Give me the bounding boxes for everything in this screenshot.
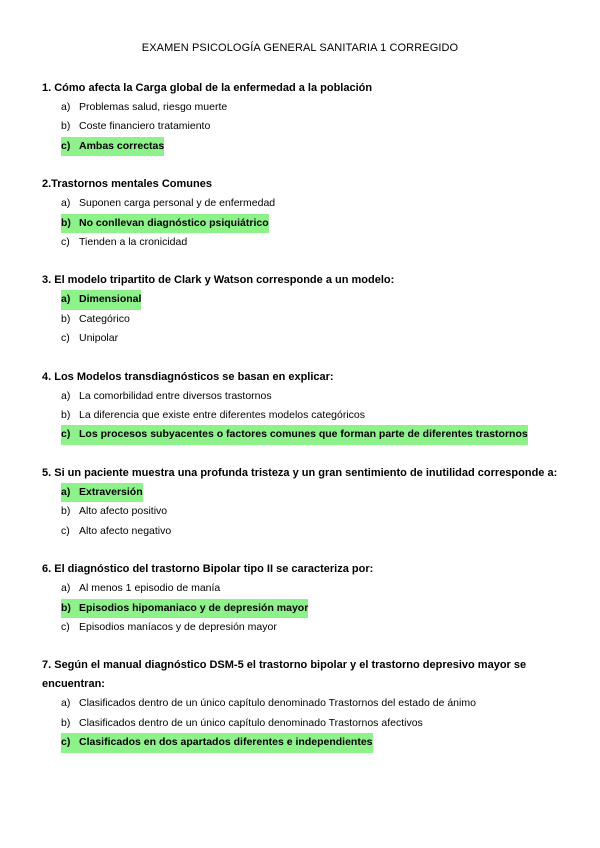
question-list xyxy=(42,79,572,772)
option-text: La comorbilidad entre diversos trastornos xyxy=(79,389,272,402)
option-text: Alto afecto negativo xyxy=(79,524,172,537)
option-list xyxy=(42,194,572,252)
answer-option xyxy=(42,117,572,136)
option-text: Suponen carga personal y de enfermedad xyxy=(79,197,276,210)
option-letter: a) xyxy=(61,197,71,210)
option-text: Ambas correctas xyxy=(79,137,164,156)
option-letter: a) xyxy=(61,101,71,113)
option-letter: c) xyxy=(61,137,79,156)
option-list xyxy=(42,579,572,637)
question-text: 3. El modelo tripartito de Clark y Watson corresponde a un modelo: xyxy=(42,274,395,287)
option-text: Los procesos subyacentes o factores comunes que forman parte de diferentes trastornos xyxy=(79,425,528,444)
answer-option xyxy=(42,522,572,541)
answer-option xyxy=(42,194,572,213)
option-letter: a) xyxy=(61,582,71,595)
option-letter: a) xyxy=(61,697,71,710)
question-6 xyxy=(42,560,572,637)
option-letter: c) xyxy=(61,425,79,444)
option-letter: b) xyxy=(61,214,79,233)
correct-answer-option xyxy=(42,599,572,618)
option-text: Clasificados dentro de un único capítulo denominado Trastornos del estado de ánimo xyxy=(79,697,476,710)
option-text: La diferencia que existe entre diferentes modelos categóricos xyxy=(79,409,366,422)
question-text: 5. Si un paciente muestra una profunda tristeza y un gran sentimiento de inutilidad corresponde a: xyxy=(42,466,558,479)
answer-option xyxy=(42,618,572,637)
option-letter: c) xyxy=(61,733,79,752)
question-7 xyxy=(42,656,572,752)
answer-option xyxy=(42,406,572,425)
correct-answer-option xyxy=(42,425,572,444)
question-1 xyxy=(42,79,572,156)
option-list xyxy=(42,98,572,156)
answer-option xyxy=(42,310,572,329)
option-letter: c) xyxy=(61,236,70,249)
question-4 xyxy=(42,368,572,445)
option-text: Al menos 1 episodio de manía xyxy=(79,582,221,595)
correct-answer-option xyxy=(42,214,572,233)
option-text: Dimensional xyxy=(79,290,141,309)
option-letter: b) xyxy=(61,505,71,518)
option-text: Clasificados dentro de un único capítulo denominado Trastornos afectivos xyxy=(79,716,423,729)
page-title: EXAMEN PSICOLOGÍA GENERAL SANITARIA 1 CORREGIDO xyxy=(141,42,459,54)
option-text: Categórico xyxy=(79,312,130,325)
option-text: Tienden a la cronicidad xyxy=(79,236,188,249)
question-3 xyxy=(42,271,572,348)
option-text: Coste financiero tratamiento xyxy=(79,120,211,133)
correct-answer-option xyxy=(42,483,572,502)
answer-option xyxy=(42,233,572,252)
question-5 xyxy=(42,464,572,541)
question-text: 1. Cómo afecta la Carga global de la enfermedad a la población xyxy=(42,82,373,94)
option-text: Problemas salud, riesgo muerte xyxy=(79,101,228,113)
question-text: 2.Trastornos mentales Comunes xyxy=(42,178,212,191)
option-letter: c) xyxy=(61,620,70,633)
option-letter: a) xyxy=(61,483,79,502)
option-letter: b) xyxy=(61,409,71,422)
option-letter: c) xyxy=(61,524,70,537)
option-text: Alto afecto positivo xyxy=(79,505,168,518)
question-2 xyxy=(42,175,572,252)
option-letter: b) xyxy=(61,120,71,133)
option-text: Episodios maníacos y de depresión mayor xyxy=(79,620,277,633)
option-letter: b) xyxy=(61,716,71,729)
option-letter: b) xyxy=(61,599,79,618)
correct-answer-option xyxy=(42,290,572,309)
answer-option xyxy=(42,714,572,733)
question-text: 6. El diagnóstico del trastorno Bipolar tipo II se caracteriza por: xyxy=(42,563,374,576)
option-list xyxy=(42,694,572,752)
option-text: No conllevan diagnóstico psiquiátrico xyxy=(79,214,269,233)
answer-option xyxy=(42,387,572,406)
answer-option xyxy=(42,502,572,521)
option-list xyxy=(42,387,572,445)
answer-option xyxy=(42,329,572,348)
option-list xyxy=(42,483,572,541)
option-text: Unipolar xyxy=(79,332,119,345)
answer-option xyxy=(42,579,572,598)
question-text: 4. Los Modelos transdiagnósticos se basan en explicar: xyxy=(42,370,334,383)
option-text: Clasificados en dos apartados diferentes e independientes xyxy=(79,733,373,752)
question-text: 7. Según el manual diagnóstico DSM-5 el trastorno bipolar y el trastorno depresivo mayor se encuentran: xyxy=(42,659,527,691)
option-text: Extraversión xyxy=(79,483,143,502)
correct-answer-option xyxy=(42,733,572,752)
answer-option xyxy=(42,694,572,713)
option-letter: a) xyxy=(61,389,71,402)
answer-option xyxy=(42,98,572,117)
option-letter: c) xyxy=(61,332,70,345)
option-letter: a) xyxy=(61,290,79,309)
correct-answer-option xyxy=(42,137,572,156)
option-letter: b) xyxy=(61,312,71,325)
option-text: Episodios hipomaniaco y de depresión mayor xyxy=(79,599,308,618)
option-list xyxy=(42,290,572,348)
